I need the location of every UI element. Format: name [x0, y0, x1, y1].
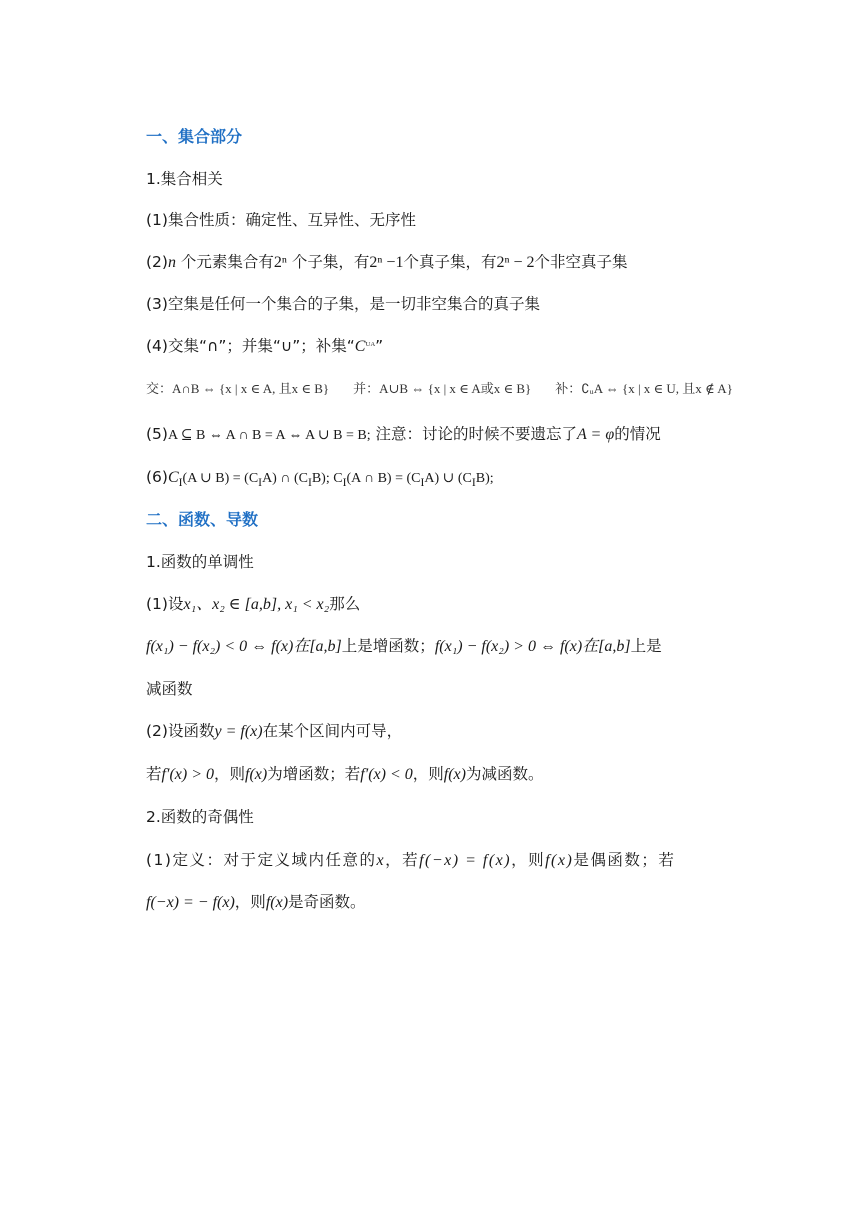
set-operations-line: (4)交集“∩”；并集“∪”；补集“Cᵁᴬ” — [146, 337, 384, 355]
monotonic-definition-continued: 减函数 — [146, 680, 193, 698]
subsection-set-basics: 1.集合相关 — [146, 170, 223, 188]
set-properties-line: (1)集合性质：确定性、互异性、无序性 — [146, 211, 416, 229]
monotonic-setup-line: (1)设x₁、x₂ ∈ [a,b], x₁ < x₂那么 — [146, 595, 361, 613]
derivative-setup-line: (2)设函数y = f(x)在某个区间内可导， — [146, 722, 403, 740]
subsection-parity: 2.函数的奇偶性 — [146, 808, 254, 826]
subset-equivalence-line: (5)A ⊆ B ⇔ A ∩ B = A ⇔ A ∪ B = B; 注意：讨论的时候不要遗忘了A = φ的情况 — [146, 425, 661, 443]
derivative-monotonic-line: 若f′(x) > 0，则f(x)为增函数；若f′(x) < 0，则f(x)为减函数。 — [146, 765, 544, 783]
de-morgan-line: $(6)C_I(A$ ∪ $B) = (C_IA)$ ∩ $(C_IB)$; $C_I(A$ ∩ $B) = (C_IA)$ ∪ $(C_IB)$; — [146, 468, 494, 489]
section-heading-functions: 二、函数、导数 — [146, 510, 259, 529]
parity-definition-line: (1)定义：对于定义域内任意的x，若f(−x) = f(x)，则f(x)是偶函数；若 — [146, 851, 676, 869]
section-heading-sets: 一、集合部分 — [146, 127, 243, 146]
subset-count-line: (2)n 个元素集合有2ⁿ 个子集，有2ⁿ −1个真子集，有2ⁿ − 2个非空真子集 — [146, 253, 628, 271]
set-operation-definitions: 交：A∩B ⇔ {x | x ∈ A, 且x ∈ B} 并：A∪B ⇔ {x | x ∈ A或x ∈ B} 补：∁ᵤA ⇔ {x | x ∈ U, 且x ∉ A} — [146, 381, 733, 396]
empty-set-line: (3)空集是任何一个集合的子集，是一切非空集合的真子集 — [146, 295, 540, 313]
monotonic-definition-line: f(x₁) − f(x₂) < 0 ⇔ f(x)在[a,b]上是增函数；f(x₁) − f(x₂) > 0 ⇔ f(x)在[a,b]上是 — [146, 637, 662, 655]
subsection-monotonicity: 1.函数的单调性 — [146, 553, 254, 571]
odd-function-line: f(−x) = − f(x)，则f(x)是奇函数。 — [146, 893, 366, 911]
